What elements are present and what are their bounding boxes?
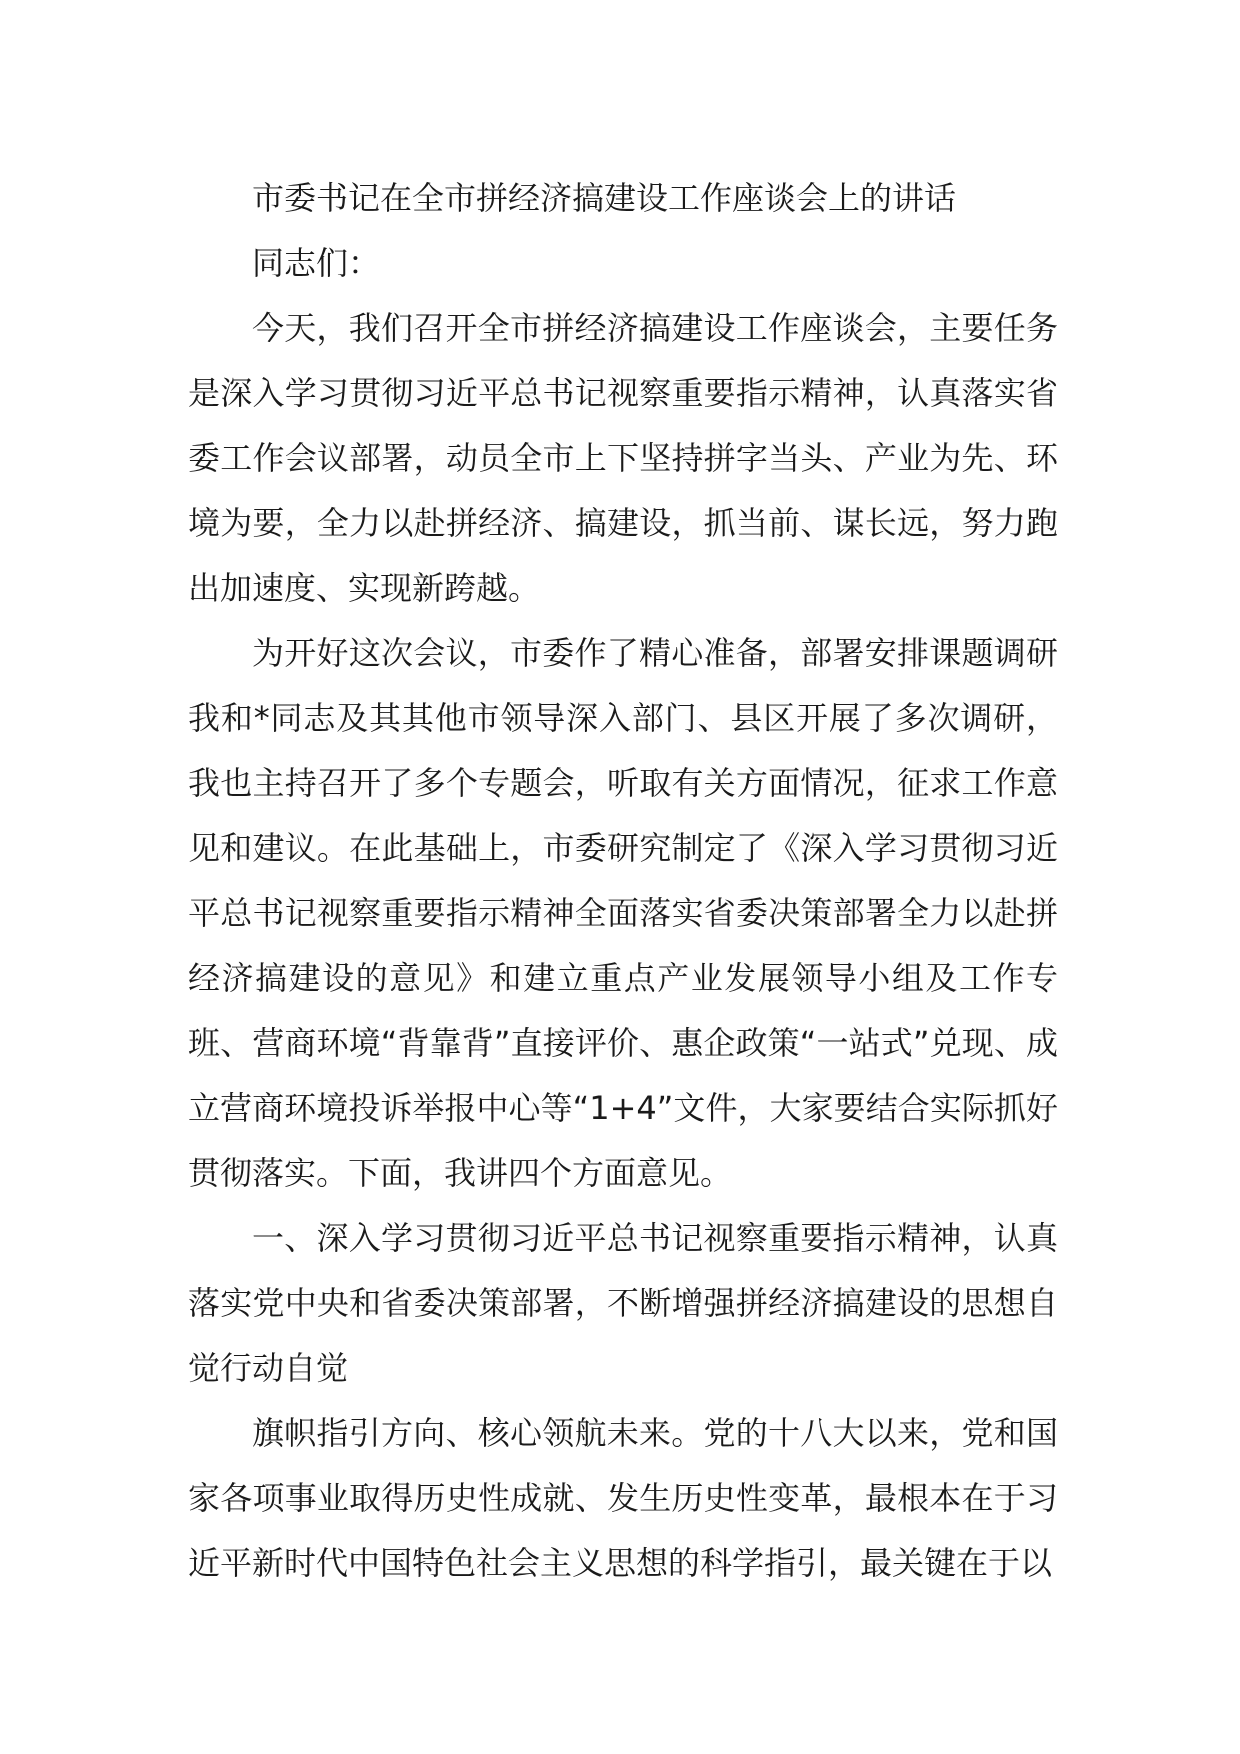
salutation: 同志们： bbox=[252, 244, 381, 282]
paragraph-banner: 旗帜指引方向、核心领航未来。党的十八大以来，党和国家各项事业取得历史性成就、发生历史性变革，最根本在于习近平新时代中国特色社会主义思想的科学指引，最关键在于以 bbox=[188, 1414, 1058, 1582]
section-heading-1: 一、深入学习贯彻习近平总书记视察重要指示精神，认真落实党中央和省委决策部署，不断增强拼经济搞建设的思想自觉行动自觉 bbox=[188, 1219, 1058, 1387]
document-body bbox=[188, 166, 1058, 1596]
paragraph-opening: 今天，我们召开全市拼经济搞建设工作座谈会，主要任务是深入学习贯彻习近平总书记视察重要指示精神，认真落实省委工作会议部署，动员全市上下坚持拼字当头、产业为先、环境为要，全力以赴拼经济、搞建设，抓当前、谋长远，努力跑出加速度、实现新跨越。 bbox=[188, 309, 1058, 607]
document-title: 市委书记在全市拼经济搞建设工作座谈会上的讲话 bbox=[252, 179, 957, 217]
paragraph-preparation: 为开好这次会议，市委作了精心准备，部署安排课题调研我和*同志及其其他市领导深入部门、县区开展了多次调研，我也主持召开了多个专题会，听取有关方面情况，征求工作意见和建议。在此基础上，市委研究制定了《深入学习贯彻习近平总书记视察重要指示精神全面落实省委决策部署全力以赴拼经济搞建设的意见》和建立重点产业发展领导小组及工作专班、营商环境“背靠背”直接评价、惠企政策“一站式”兑现、成立营商环境投诉举报中心等“1+4”文件，大家要结合实际抓好贯彻落实。下面，我讲四个方面意见。 bbox=[188, 634, 1058, 1192]
